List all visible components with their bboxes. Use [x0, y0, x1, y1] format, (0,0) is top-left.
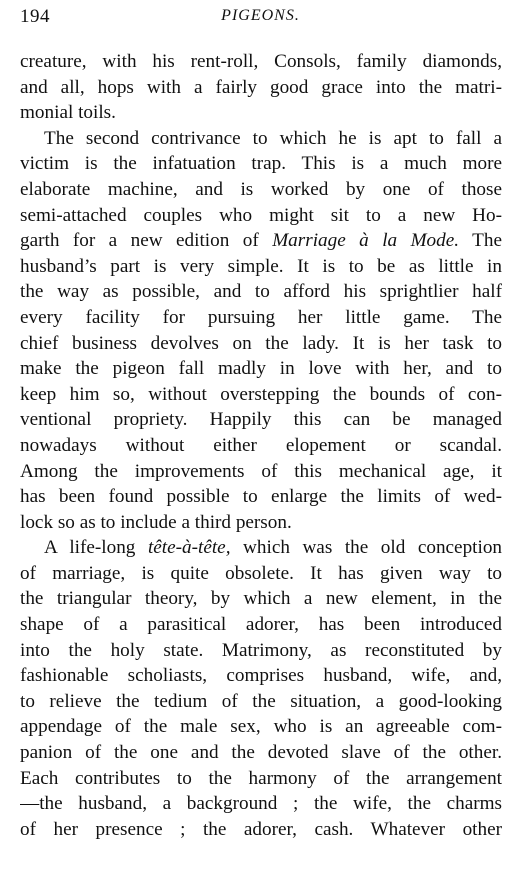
text-line: every facility for pursuing her little game. The [20, 306, 502, 328]
text-line [20, 535, 502, 561]
paragraph-second-contrivance [20, 126, 502, 536]
text-line: make the pigeon fall madly in love with her, and to [20, 358, 502, 380]
paragraph-tete-a-tete [20, 535, 502, 842]
text-line: of her presence ; the adorer, cash. Whatever other [20, 818, 502, 840]
text-line: monial toils. [20, 102, 116, 124]
text-segment: garth for a new edition of [20, 230, 259, 252]
italic-phrase: tête-à-tête, [147, 537, 231, 559]
text-line: lock so as to include a third person. [20, 511, 292, 533]
text-line: ventional propriety. Happily this can be managed [20, 409, 502, 431]
paragraph-continuation [20, 49, 502, 126]
running-head [20, 6, 501, 34]
text-line: to relieve the tedium of the situation, a good-looking [20, 690, 502, 712]
text-line: shape of a parasitical adorer, has been introduced [20, 614, 502, 636]
text-segment: A life-long [44, 537, 136, 559]
text-line: appendage of the male sex, who is an agreeable com- [20, 716, 502, 738]
running-title: PIGEONS. [221, 7, 300, 24]
text-line: fashionable scholiasts, comprises husband, wife, and, [20, 665, 502, 687]
text-line: has been found possible to enlarge the limits of wed- [20, 486, 502, 508]
text-line: panion of the one and the devoted slave of the other. [20, 742, 502, 764]
text-line: the triangular theory, by which a new element, in the [20, 588, 502, 610]
text-line: elaborate machine, and is worked by one of those [20, 178, 502, 200]
text-line: The second contrivance to which he is apt to fall a [44, 127, 502, 149]
text-line: Each contributes to the harmony of the arrangement [20, 767, 502, 789]
text-line: Among the improvements of this mechanical age, it [20, 460, 502, 482]
text-line: of marriage, is quite obsolete. It has given way to [20, 562, 502, 584]
text-line: —the husband, a background ; the wife, the charms [20, 793, 502, 815]
text-line: nowadays without either elopement or scandal. [20, 434, 502, 456]
page-number: 194 [20, 6, 50, 27]
text-line: into the holy state. Matrimony, as reconstituted by [20, 639, 502, 661]
text-line: and all, hops with a fairly good grace into the matri- [20, 76, 502, 98]
text-line: keep him so, without overstepping the bounds of con- [20, 383, 502, 405]
italic-title: Marriage à la Mode. [272, 230, 460, 252]
text-line: husband’s part is very simple. It is to be as little in [20, 255, 502, 277]
text-line [20, 228, 502, 254]
text-line: the way as possible, and to afford his sprightlier half [20, 281, 502, 303]
text-line: semi-attached couples who might sit to a new Ho- [20, 204, 502, 226]
text-line: creature, with his rent-roll, Consols, family diamonds, [20, 51, 502, 72]
body-text [20, 49, 502, 842]
text-line: chief business devolves on the lady. It is her task to [20, 332, 502, 354]
text-segment: The [472, 230, 502, 252]
text-line: victim is the infatuation trap. This is a much more [20, 153, 502, 175]
text-segment: which was the old conception [243, 537, 502, 559]
